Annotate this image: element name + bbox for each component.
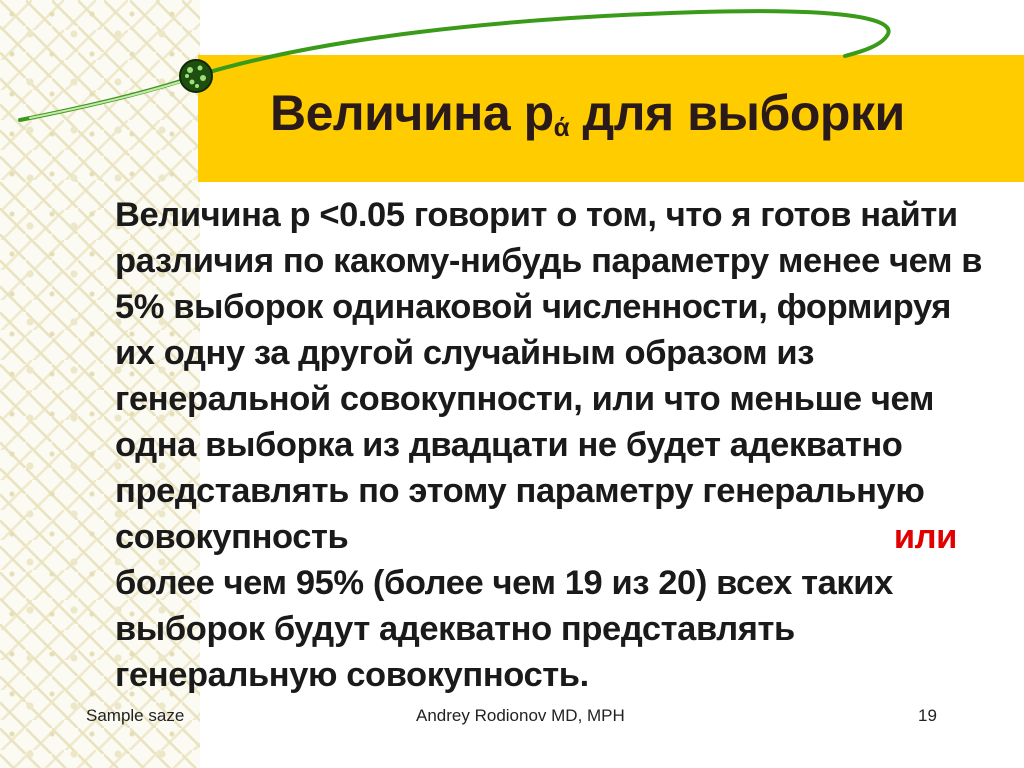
title-main: Величина р <box>270 85 554 141</box>
slide-title <box>270 84 970 143</box>
body-line-final-word: совокупность <box>115 518 349 556</box>
body-line: генеральной совокупности, или что меньше чем <box>115 380 934 418</box>
body-line: одна выборка из двадцати не будет адекватно <box>115 426 903 464</box>
body-line: 5% выборок одинаковой численности, формируя <box>115 288 952 326</box>
paragraph-2 <box>115 560 965 698</box>
body-line: выборок будут адекватно представлять <box>115 610 795 648</box>
title-rest: для выборки <box>569 85 905 141</box>
body-line: различия по какому-нибудь параметру менее чем в <box>115 242 983 280</box>
footer-left: Sample saze <box>86 706 185 725</box>
body-line: их одну за другой случайным образом из <box>115 334 814 372</box>
body-line: представлять по этому параметру генеральную <box>115 472 925 510</box>
body-line: генеральную совокупность. <box>115 656 589 694</box>
slide-body <box>115 192 983 698</box>
title-subscript: ά <box>553 112 570 142</box>
footer-center: Andrey Rodionov MD, MPH <box>416 706 625 725</box>
body-line: более чем 95% (более чем 19 из 20) всех таких <box>115 564 893 602</box>
page-number: 19 <box>918 706 937 725</box>
paragraph-1 <box>115 192 983 560</box>
body-line-last <box>115 514 957 560</box>
connector-word: или <box>893 518 957 556</box>
body-line: Величина р <0.05 говорит о том, что я готов найти <box>115 196 958 234</box>
globe-icon <box>180 60 212 92</box>
